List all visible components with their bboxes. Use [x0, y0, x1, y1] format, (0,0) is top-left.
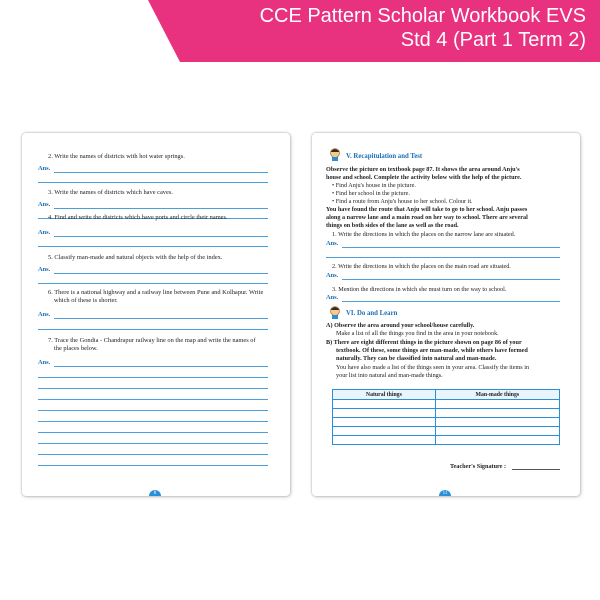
answer-line	[342, 301, 560, 302]
answer-line	[54, 172, 268, 173]
answer-label: Ans.	[38, 165, 51, 172]
table-header-natural: Natural things	[333, 390, 436, 400]
question-2: 2. Write the names of districts with hot water springs.	[48, 153, 185, 160]
answer-line	[54, 366, 268, 367]
answer-line	[342, 279, 560, 280]
title-banner	[0, 0, 600, 62]
bullet-3: • Find a route from Anju's house to her school. Colour it.	[332, 198, 473, 205]
answer-line	[38, 454, 268, 455]
answer-label: Ans.	[326, 294, 339, 301]
answer-line	[38, 465, 268, 466]
answer-line	[38, 432, 268, 433]
answer-line	[38, 377, 268, 378]
item-b-sub-2: your list into natural and man-made things.	[336, 372, 443, 379]
banner-line-2: Std 4 (Part 1 Term 2)	[400, 29, 586, 51]
answer-line	[38, 182, 268, 183]
answer-line	[38, 443, 268, 444]
answer-line	[38, 399, 268, 400]
answer-line	[54, 208, 268, 209]
item-a: A) Observe the area around your school/house carefully.	[326, 322, 475, 329]
answer-line	[326, 257, 560, 258]
section-6-title: VI. Do and Learn	[346, 310, 398, 317]
banner-line-1: CCE Pattern Scholar Workbook EVS	[259, 5, 586, 27]
answer-label: Ans.	[326, 240, 339, 247]
answer-line	[38, 283, 268, 284]
question-6-line-1: 6. There is a national highway and a railway line between Pune and Kolhapur. Write	[48, 289, 264, 296]
question-4: 4. Find and write the districts which have ports and circle their names.	[48, 214, 228, 221]
intro-line-2: house and school. Complete the activity below with the help of the picture.	[326, 174, 522, 181]
thinking-child-icon	[328, 147, 342, 161]
signature-line	[512, 469, 560, 470]
answer-line	[54, 236, 268, 237]
item-b-line-3: naturally. They can be classified into natural and man-made.	[336, 355, 497, 362]
route-line-1: You have found the route that Anju will take to go to her school. Anju passes	[326, 206, 528, 213]
answer-line	[38, 410, 268, 411]
answer-line	[38, 246, 268, 247]
table-header-man-made: Man-made things	[435, 390, 559, 400]
item-b-line-1: B) There are eight different things in the picture shown on page 86 of your	[326, 339, 522, 346]
bullet-2: • Find her school in the picture.	[332, 190, 410, 197]
question-3: 3. Write the names of districts which have caves.	[48, 189, 173, 196]
right-page	[312, 133, 580, 496]
classification-table	[332, 389, 560, 445]
section-5-title: V. Recapitulation and Test	[346, 153, 423, 160]
table-row	[333, 409, 560, 418]
page-number: 11	[439, 490, 451, 496]
answer-label: Ans.	[38, 266, 51, 273]
item-b-line-2: textbook. Of these, some things are man-made, while others have formed	[336, 347, 528, 354]
answer-label: Ans.	[38, 359, 51, 366]
answer-label: Ans.	[326, 272, 339, 279]
table-row	[333, 400, 560, 409]
question-5: 5. Classify man-made and natural objects with the help of the index.	[48, 254, 223, 261]
answer-line	[54, 273, 268, 274]
table-row	[333, 418, 560, 427]
intro-line-1: Observe the picture on textbook page 87. It shows the area around Anju's	[326, 166, 520, 173]
banner-title	[260, 4, 586, 52]
child-icon	[328, 305, 342, 319]
answer-label: Ans.	[38, 201, 51, 208]
question-7-line-1: 7. Trace the Gondia - Chandrapur railway line on the map and write the names of	[48, 337, 256, 344]
answer-line	[342, 247, 560, 248]
question-3: 3. Mention the directions in which she must turn on the way to school.	[332, 286, 507, 293]
page-number: 8	[149, 490, 161, 496]
answer-line	[54, 318, 268, 319]
answer-label: Ans.	[38, 229, 51, 236]
answer-line	[38, 388, 268, 389]
item-b-sub-1: You have also made a list of the things seen in your area. Classify the items in	[336, 364, 530, 371]
table-row	[333, 436, 560, 445]
route-line-2: along a narrow lane and a main road on her way to school. There are several	[326, 214, 528, 221]
item-a-sub: Make a list of all the things you find in the area in your notebook.	[336, 330, 499, 337]
route-line-3: things on both sides of the lane as well as the road.	[326, 222, 459, 229]
question-1: 1. Write the directions in which the places on the narrow lane are situated.	[332, 231, 516, 238]
signature-label: Teacher's Signature :	[450, 463, 507, 470]
answer-line	[38, 329, 268, 330]
answer-line	[38, 421, 268, 422]
question-2: 2. Write the directions in which the places on the main road are situated.	[332, 263, 511, 270]
left-page	[22, 133, 290, 496]
question-7-line-2: the places below.	[54, 345, 98, 352]
question-6-line-2: which of these is shorter.	[54, 297, 118, 304]
answer-label: Ans.	[38, 311, 51, 318]
bullet-1: • Find Anju's house in the picture.	[332, 182, 416, 189]
table-row	[333, 427, 560, 436]
